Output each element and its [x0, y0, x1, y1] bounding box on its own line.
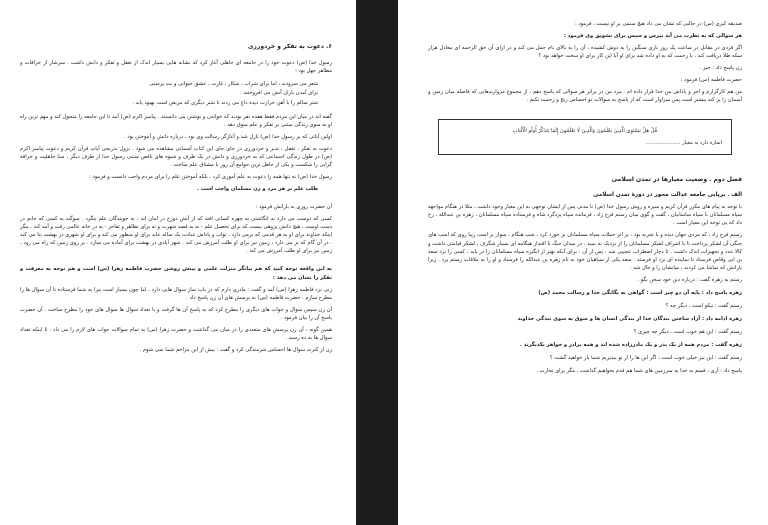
- dialog-block: [428, 276, 742, 376]
- dialog-line: رستم گفت : نیکو است ، دیگر چه ؟: [665, 302, 742, 309]
- dialog-line: زهره گفت : مردم همه از یک پدر و یک مادرزاده شده اند و همه برادر و خواهر یکدیگرند .: [519, 342, 742, 349]
- paragraph: رستم فرخ زاد ، که مردی جهان دیده و با تجربه بود ، بر اثر حملات سپاه مسلمانان بر خورد کرد ، شب هنگام ، سوار بر اسب زیبا روی که اسب های جنگی آن لشکر پرداخت تا با اشراف لشکر مسلمانان را از نزدیک به ببیند . در میدان جنگ با اقتدار هنگامه ای بسیار شگرف ، لشکر قیامتی داشت و کالا عدد و تجهیزات اندک داشت . تا دچار اضطراب عجیبی شد . پس از آن ، برای آنکه بهتر از انگیزه سپاه مسلمانان را در یابد ، کسی را نزد سعد بن ابی وقاص فرستاد تا نماینده ای نزد او فرستد . سعد یکی از سپاهیان خود به نام زهره بن عبدالله را فرستاد و او را به ملاقات رستم برد . زیرا یارانش که تماشا می کردند ، میانشان را و جال شد .: [428, 232, 742, 271]
- right-page: [398, 0, 768, 525]
- section-heading-thinking: ۶. دعوت به تفکر و خردورزی: [247, 43, 332, 50]
- dialog-line: رستم گفت : این هم خوب است ، دیگر چه چیزی ؟: [633, 329, 742, 336]
- paragraph: هر سوالی که به نظرت می آید بپرس و سپس برای تشویق وی فرمود :: [563, 33, 742, 40]
- paragraph: آن زن سپس سوال و جواب های دیگری را مطرح کرد که به پاسخ آن ها گرفت و با تعداد سوال ها سوال های خود را مطرح ساخت . آن حضرت پاسخ آن را بیان فرمود .: [20, 306, 332, 321]
- paragraph: کسی که دوست می دارد به انگاشتی به چهره کسانی افتد که از آتش دوزخ در امان اند ، به جویندگان علم بنگرد . سوگند به کسی که جانم در دست اوست ، هیچ دانش پژوهی نیست که برای تحصیل علم - نه به قصد شهرت و نه برای تظاهر و تفاخر - به در خانه عالمی رفت و آمد کند ، مگر اینکه خداوند برای او به هر قدمی که برمی دارد ، ثواب و پاداش عبادت یک ساله عابد برای او منظور می کند و برای او شهری در بهشت بنا می کند . در آن گام که بر می دارد ، زمین نیز برای او طلب آمرزش می کند . شهر آبادی در بهشت برای آماده می سازد . بر روی زمین که راه می رود ، زمین نیز برای او طلب آمرزش می کند .: [20, 216, 332, 255]
- paragraph: زنی نزد فاطمه زهرا (س) آمد و گفت : مادری دارم که در باب نماز سوال هایی دارد ، اما چون بسیار است مرا به شما فرستاده تا آن سوال ها را مطرح سازم . حضرت فاطمه (س) به پرسش های آن زن پاسخ داد .: [20, 286, 332, 301]
- dialog-line: رستم به زهره گفت : درباره دین خود سخن بگو .: [637, 276, 742, 283]
- dialog-line: پاسخ داد : آری ، قسم به خدا به سرزمین های شما هم قدم نخواهیم گذاشت ، مگر برای تجارت .: [536, 368, 742, 375]
- poem-block: [20, 80, 332, 106]
- paragraph: همین گونه ، آن زن پرسش های متعددی را در میان می گذاشت و حضرت زهرا (س) به تمام سوالات جواب های لازم را می داد . تا اینکه تعداد سوال ها به ده رسید .: [20, 326, 332, 341]
- dialog-line: زهره پاسخ داد : پایه آن دو چیز است : گواهی به یگانگی خدا و رسالت محمد (ص): [538, 289, 742, 296]
- paragraph: رسول خدا (ص) نه تنها همه را دعوت به علم آموزی کرد ، بلکه آموختن علم را برای مردم واجب دانست و فرمود :: [89, 173, 332, 180]
- paragraph: با توجه به پیام های مکرر قرآن کریم و سیره و روش رسول خدا (ص) تا مدتی پس از ایشان توجهی به این معیار وجود داشت ، مثلا در هنگام مواجهه سپاه مسلمانان با سپاه ساسانیان ، گفت و گوی میان رستم فرخ زاد ، فرمانده سپاه یزدگرد شاه و فرستاده سپاه مسلمانان ، زهره بن عبدالله ، رخ داد که پی توجه این معیار است .: [428, 204, 742, 227]
- paragraph: رسول خدا (ص) دعوت خود را در جامعه ای جاهلی آغاز کرد که نشانه هایی بسیار اندک از تعقل و تفکر و دانش داشت . سرشار از خرافات و مظاهر جهل بود :: [20, 60, 332, 75]
- paragraph: صدیقه کبری (س) در حالتی که نشان می داد هیچ ستمی بر او نیست ، فرمود :: [574, 21, 742, 27]
- poem-line: برای آمدن باران آتش می افروختند .: [240, 90, 318, 97]
- verse-box: [438, 119, 732, 156]
- paragraph: زن از کثرت سوال ها احساس شرمندگی کرد و گفت : بیش از این مزاحم شما نمی شوم .: [139, 346, 332, 353]
- paragraph: حضرت فاطمه (س) فرمود :: [680, 77, 742, 84]
- paragraph: به این واقعه توجه کنید که هم بیانگر منزلت علمی و بینش روشن حضرت فاطمه زهرا (س) است و هم توجه به معرفت و تفکر را نشان می دهد :: [20, 266, 332, 281]
- paragraph: من هم کارگزارم و اجر و پاداش من خدا قرار داده ام . مزد من در برابر هر سوالی که پاسخ دهم ، از مجموع مرواریدهایی که فاصله میان زمین و آسمان را پر کند بیشتر است پس سزاوار است که از پاسخ به سوالات تو احساس رنج و زحمت نکنم .: [428, 89, 742, 104]
- paragraph: زن پاسخ داد : خیر .: [699, 65, 742, 72]
- chapter-title: فصل دوم . وضعیت معیارها در تمدن اسلامی: [611, 176, 742, 184]
- poem-line: شعر می سرودند ، اما برای شراب ، شکار ، غارت ، عشق حیوانی و بت پرستی: [149, 81, 318, 88]
- paragraph: گفته اند در میان این مردم فقط هفده نفر بودند که خواندن و نوشتن می دانستند . پیامبر اکرم (ص) آمد تا این جامعه را متحول کند و مهم ترین راه او به سوی زندگی مبتنی بر تفکر و علم سوق دهد .: [20, 113, 332, 128]
- hadith-quote: طلب علم بر هر مرد و زن مسلمان واجب است .: [196, 186, 318, 193]
- quran-verse: قُلْ هَلْ يَسْتَوِي الَّذِينَ يَعْلَمُونَ وَالَّذِينَ لَا يَعْلَمُونَ إِنَّمَا يَتَذَكَّرُ أُولُو الْأَلْبَابِ: [512, 127, 658, 134]
- dialog-line: زهره ادامه داد : آزاد ساختن بندگان خدا از بندگی انسان ها و سوق به سوی بندگی خداوند: [517, 315, 742, 322]
- paragraph: اگر فردی در مقابل در ساعت یک روز باری سنگین را به دوش کشیده ، آن را به بالای بام حمل می کند و در ازای آن حق الزحمه ای معادل هزار سکه طلا دریافت کند ، با زحمت که به او داده شد برای او آیا این کار برای او سخت خواهد بود ؟: [428, 45, 742, 60]
- dialog-line: رستم گفت : این نیز خیلی خوب است ، اگر این ها را از تو بپذیریم شما باز خواهید گشت ؟: [549, 355, 742, 362]
- paragraph: دعوت به تفکر ، تعقل ، تدبر و خردورزی در جای جای این کتاب آسمانی مشاهده می شود . نزول تدریجی آیات قرآن کریم و دعوت پیامبر اکرم (ص) در طول زندگی اجتماعی که به خردورزی و دانش در یک طرف و شیوه های ناقص سنتی رسول خدا از طرف دیگر ، سدّ جاهلیت و خرافه گرایی را شکست و یکی از جاهل ترین جوامع آن روز با مشتاق علم ساخت .: [20, 145, 332, 168]
- paragraph: اولین آیاتی که بر رسول خدا (ص) نازل شد و آغازگر رسالت وی بود ، درباره دانش و آموختن بود .: [123, 133, 332, 140]
- verse-note: اشاره دارد به معیار ......................: [645, 139, 722, 146]
- paragraph: آن حضرت روزی به یارانش فرمود :: [255, 204, 332, 211]
- poem-line: شتر سالم را با آهن حرارت دیده داغ می زدند تا شتر دیگری که مریض است بهبود یابد .: [132, 99, 318, 106]
- page-gutter: [356, 0, 398, 525]
- subsection-title: الف . برپایی جامعه عدالت محور در دورهٔ تمدن اسلامی: [593, 191, 742, 198]
- left-page: [0, 0, 356, 525]
